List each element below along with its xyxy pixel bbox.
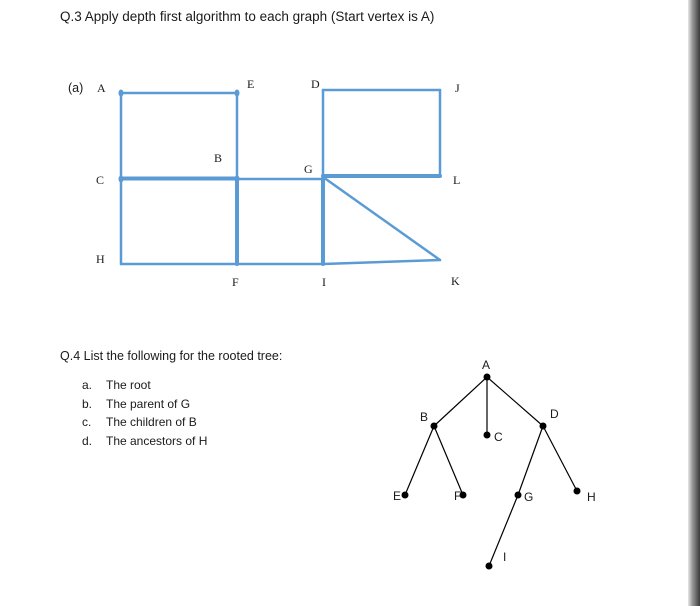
tree-label-F: F — [454, 489, 462, 503]
q3-title: Q.3 Apply depth first algorithm to each graph (Start vertex is A) — [60, 9, 435, 24]
tree-edge-A-B — [434, 377, 487, 426]
graph-label-L: L — [453, 173, 461, 187]
tree-edge-D-H — [543, 426, 577, 491]
tree-label-D: D — [550, 407, 559, 421]
tree-label-A: A — [482, 358, 491, 372]
tree-label-C: C — [494, 430, 503, 444]
tree-node-A-dot — [484, 374, 491, 381]
list-marker: a. — [82, 378, 93, 392]
tree-node-B-dot — [431, 423, 438, 430]
graph-label-D: D — [311, 77, 320, 91]
list-marker: b. — [82, 396, 93, 411]
tree-node-D-dot — [540, 423, 547, 430]
tree-edge-A-D — [487, 377, 543, 426]
tree-node-G-dot — [515, 492, 522, 499]
tree-node-E-dot — [402, 492, 409, 499]
list-item-text: The root — [106, 378, 151, 392]
graph-label-I: I — [322, 275, 326, 289]
q4-title: Q.4 List the following for the rooted tree: — [60, 349, 283, 363]
tree-edge-D-G — [518, 426, 543, 495]
tree-label-G: G — [524, 490, 534, 504]
graph-label-A: A — [97, 81, 106, 95]
tree-label-E: E — [393, 489, 402, 503]
graph-label-C: C — [96, 173, 105, 187]
list-item-text: The children of B — [106, 415, 197, 429]
list-item-text: The parent of G — [106, 396, 191, 411]
list-item-text: The ancestors of H — [106, 433, 208, 448]
tree-edge-B-E — [405, 426, 434, 495]
graph-label-F: F — [232, 275, 239, 289]
q3-part-label: (a) — [68, 81, 84, 95]
tree-node-C-dot — [484, 432, 491, 439]
graph-label-B: B — [214, 151, 223, 165]
tree-edge-B-F — [434, 426, 463, 495]
graph-label-J: J — [455, 81, 460, 95]
tree-label-B: B — [420, 410, 429, 424]
graph-label-K: K — [451, 274, 460, 288]
tree-label-H: H — [587, 490, 596, 504]
list-marker: c. — [82, 415, 92, 429]
tree-node-H-dot — [574, 488, 581, 495]
graph-label-H: H — [96, 252, 105, 266]
graph-label-G: G — [304, 162, 313, 176]
tree-label-I: I — [503, 550, 507, 564]
list-marker: d. — [82, 433, 93, 448]
graph-label-E: E — [247, 77, 255, 91]
tree-node-I-dot — [486, 563, 493, 570]
